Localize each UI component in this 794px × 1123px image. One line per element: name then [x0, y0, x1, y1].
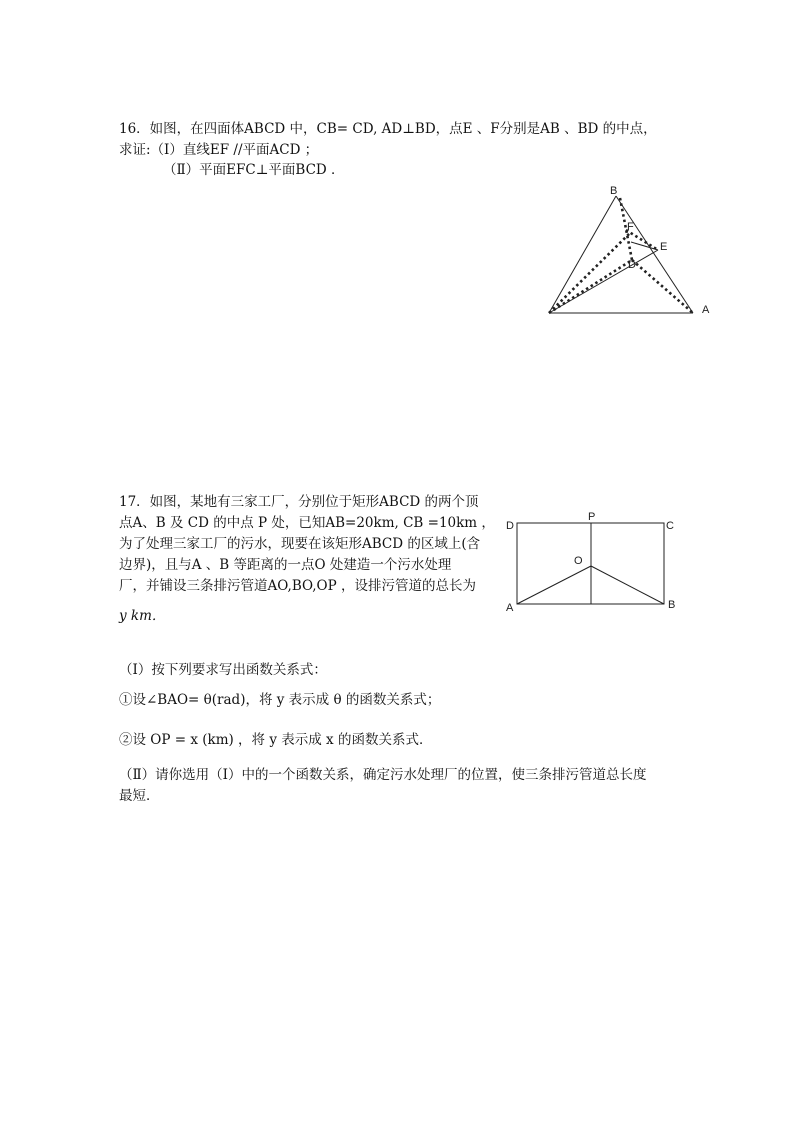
p17-line-4: 边界)，且与A 、B 等距离的一点O 处建造一个污水处理	[119, 557, 452, 573]
p16-line-1: 16．如图，在四面体ABCD 中，CB= CD, AD⊥BD，点E 、F分别是AB 、BD 的中点，	[119, 121, 657, 137]
label-A: A	[702, 304, 710, 316]
p16-line-3: （Ⅱ）平面EFC⊥平面BCD ．	[163, 162, 345, 178]
solid-edges	[549, 196, 693, 313]
p17-line-5: 厂，并铺设三条排污管道AO,BO,OP ，设排污管道的总长为	[119, 578, 476, 594]
p17-item-1: ①设∠BAO= θ(rad)，将 y 表示成 θ 的函数关系式；	[119, 692, 441, 708]
segment-bo	[591, 566, 664, 604]
p17-part2-line-2: 最短．	[119, 788, 160, 804]
p17-line-6: y km．	[119, 608, 166, 624]
label-E: E	[660, 241, 668, 253]
p16-line-2: 求证:（Ⅰ）直线EF //平面ACD ；	[119, 142, 319, 158]
hidden-edges	[549, 198, 693, 313]
label-B: B	[668, 599, 676, 611]
segment-ao	[517, 566, 591, 604]
label-C: C	[666, 520, 674, 532]
p17-item-2: ②设 OP = x (km) ，将 y 表示成 x 的函数关系式．	[119, 732, 433, 748]
label-O: O	[574, 555, 583, 567]
label-A: A	[506, 602, 514, 613]
label-F: F	[627, 221, 634, 233]
tetrahedron-figure	[540, 180, 720, 330]
p17-line-2: 点A、B 及 CD 的中点 P 处，已知AB=20km, CB =10km ，	[119, 515, 495, 531]
label-B: B	[610, 185, 618, 197]
rectangle-figure	[500, 508, 690, 613]
p17-part2-line-1: （Ⅱ）请你选用（Ⅰ）中的一个函数关系，确定污水处理厂的位置，使三条排污管道总长度	[119, 767, 647, 783]
label-D: D	[628, 259, 636, 271]
p17-line-1: 17．如图，某地有三家工厂，分别位于矩形ABCD 的两个顶	[119, 494, 479, 510]
label-D: D	[506, 520, 514, 532]
label-P: P	[588, 511, 596, 523]
p17-line-3: 为了处理三家工厂的污水，现要在该矩形ABCD 的区域上(含	[119, 536, 481, 552]
p17-part1-title: （Ⅰ）按下列要求写出函数关系式：	[119, 662, 327, 678]
